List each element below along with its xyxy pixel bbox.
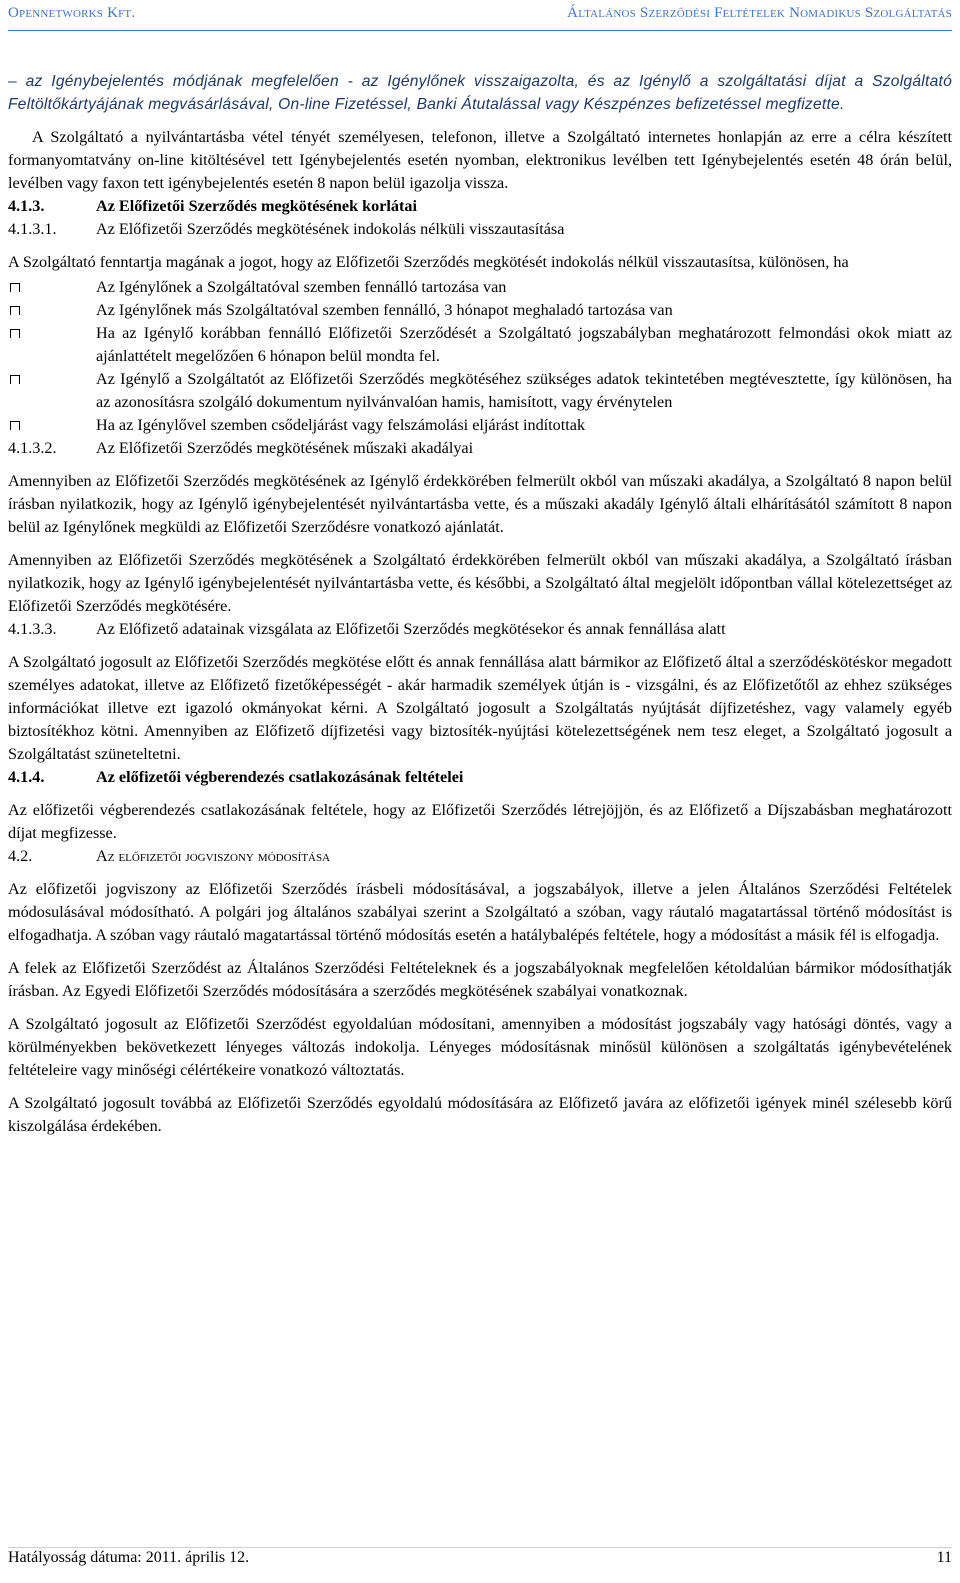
section-4-1-3-heading: [8, 195, 952, 218]
list-item: Ha az Igénylővel szemben csődeljárást vagy felszámolási eljárást indítottak: [8, 414, 952, 437]
section-4-1-3-1-heading: [8, 218, 952, 241]
section-title: Az Előfizetői Szerződés megkötésének korlátai: [96, 197, 417, 215]
section-number: 4.1.3.: [8, 197, 45, 215]
section-4-2-paragraph-4: A Szolgáltató jogosult továbbá az Előfizetői Szerződés egyoldalú módosítására az Előfizető javára az előfizetői igények minél szélesebb körű kiszolgálása érdekében.: [8, 1094, 952, 1135]
section-4-1-3-2-heading: [8, 437, 952, 460]
header-document-title: Általános Szerződési Feltételek Nomadikus Szolgáltatás: [567, 5, 952, 21]
section-4-1-4-paragraph: Az előfizetői végberendezés csatlakozásának feltétele, hogy az Előfizetői Szerződés létrejöjjön, és az Előfizető a Díjszabásban meghatározott díjat megfizesse.: [8, 801, 952, 842]
section-number: 4.1.3.2.: [8, 439, 57, 457]
refusal-reasons-list: [8, 276, 952, 437]
bullet-icon: [10, 329, 20, 338]
section-number: 4.2.: [8, 847, 33, 865]
header-divider: [8, 30, 952, 31]
section-title: Az előfizetői jogviszony módosítása: [96, 847, 331, 865]
header-company: Opennetworks Kft.: [8, 5, 136, 21]
section-4-2-paragraph-3: A Szolgáltató jogosult az Előfizetői Szerződést egyoldalúan módosítani, amennyiben a módosítást jogszabály vagy hatósági döntés, vagy a körülményekben bekövetkezett lényeges változás indokolja. Lényeges módosításnak minősül különösen a szolgáltatás igénybevételének feltételeire vagy minőségi célértékeire vonatkozó változtatás.: [8, 1015, 952, 1079]
effective-date: Hatályosság dátuma: 2011. április 12.: [8, 1549, 250, 1566]
section-4-1-3-2-paragraph-2: Amennyiben az Előfizetői Szerződés megkötésének a Szolgáltató érdekkörében felmerült okból van műszaki akadálya, a Szolgáltató írásban nyilatkozik, hogy az Igénylő igénybejelentését nyilvántartásba vette, és későbbi, a Szolgáltató által megjelölt időpontban vállal kötelezettséget az Előfizetői Szerződés megkötésére.: [8, 551, 952, 615]
page-header: [8, 5, 952, 31]
bullet-icon: [10, 421, 20, 430]
section-4-1-3-2-paragraph-1: Amennyiben az Előfizetői Szerződés megkötésének az Igénylő érdekkörében felmerült okból van műszaki akadálya, a Szolgáltató 8 napon belül írásban nyilatkozik, hogy az Igénylő igénybejelentését nyilvántartásba vette, és a műszaki akadály Igénylő általi elhárításától számított 8 napon belül az Igénylőnek megküldi az Előfizetői Szerződésre vonatkozó ajánlatát.: [8, 472, 952, 536]
footer-divider: [8, 1547, 952, 1548]
bullet-icon: [10, 306, 20, 315]
section-4-2-paragraph-2: A felek az Előfizetői Szerződést az Általános Szerződési Feltételeknek és a jogszabályoknak megfelelően kétoldalúan bármikor módosíthatják írásban. Az Egyedi Előfizetői Szerződés módosítására a szerződés megkötésének szabályai vonatkoznak.: [8, 959, 952, 1000]
section-title: Az Előfizető adatainak vizsgálata az Előfizetői Szerződés megkötésekor és annak fennállása alatt: [96, 620, 726, 638]
section-title: Az Előfizetői Szerződés megkötésének műszaki akadályai: [96, 439, 474, 457]
section-4-1-3-1-paragraph: A Szolgáltató fenntartja magának a jogot, hogy az Előfizetői Szerződés megkötését indokolás nélkül visszautasítsa, különösen, ha: [8, 253, 849, 271]
section-4-1-4-heading: [8, 766, 952, 789]
section-4-2-heading: [8, 845, 952, 868]
section-title: Az előfizetői végberendezés csatlakozásának feltételei: [96, 768, 464, 786]
section-4-2-paragraph-1: Az előfizetői jogviszony az Előfizetői Szerződés írásbeli módosításával, a jogszabályok, illetve a jelen Általános Szerződési Feltételek módosulásával módosítható. A polgári jog általános szabályai szerint a Szolgáltató a szóban, vagy ráutaló magatartással történő módosítást is elfogadhatja. A szóban vagy ráutaló magatartással történő módosítás esetén a hatálybalépés feltétele, hogy a módosítást a másik fél is elfogadja.: [8, 880, 952, 944]
intro-continuation: – az Igénybejelentés módjának megfelelően - az Igénylőnek visszaigazolta, és az Igénylő a szolgáltatási díjat a Szolgáltató Feltöltőkártyájának megvásárlásával, On-line Fizetéssel, Banki Átutalással vagy Készpénzes befizetéssel megfizette.: [8, 73, 952, 113]
section-title: Az Előfizetői Szerződés megkötésének indokolás nélküli visszautasítása: [96, 220, 565, 238]
list-item: Az Igénylő a Szolgáltatót az Előfizetői Szerződés megkötéséhez szükséges adatok tekintetében megtévesztette, így különösen, ha az azonosításra szolgáló dokumentum nyilvánvalóan hamis, hamisított, vagy érvénytelen: [8, 368, 952, 414]
list-item: Az Igénylőnek más Szolgáltatóval szemben fennálló, 3 hónapot meghaladó tartozása van: [8, 299, 952, 322]
section-4-1-3-3-heading: [8, 618, 952, 641]
bullet-icon: [10, 375, 20, 384]
section-number: 4.1.4.: [8, 768, 45, 786]
section-4-1-3-3-paragraph: A Szolgáltató jogosult az Előfizetői Szerződés megkötése előtt és annak fennállása alatt bármikor az Előfizető által a szerződéskötéskor megadott személyes adatokat, illetve az Előfizető fizetőképességét - akár harmadik személyek útján is - vizsgálni, és az Előfizetőtől az ehhez szükséges információkat illetve ezt igazoló okmányokat kérni. A Szolgáltató jogosult a Szolgáltatás nyújtását díjfizetéshez, vagy valamely egyéb biztosítékhoz kötni. Amennyiben az Előfizető díjfizetési vagy biztosíték-nyújtási kötelezettségének nem tesz eleget, a Szolgáltató jogosult a Szolgáltatást szüneteltetni.: [8, 653, 952, 763]
page-number: 11: [936, 1549, 952, 1566]
section-number: 4.1.3.3.: [8, 620, 57, 638]
list-item: Ha az Igénylő korábban fennálló Előfizetői Szerződését a Szolgáltató jogszabályban meghatározott felmondási okok miatt az ajánlattételt megelőzően 6 hónapon belül mondta fel.: [8, 322, 952, 368]
section-number: 4.1.3.1.: [8, 220, 57, 238]
list-item: Az Igénylőnek a Szolgáltatóval szemben fennálló tartozása van: [8, 276, 952, 299]
bullet-icon: [10, 283, 20, 292]
document-body: [8, 70, 952, 1138]
intro-paragraph: A Szolgáltató a nyilvántartásba vétel tényét személyesen, telefonon, illetve a Szolgáltató internetes honlapján az erre a célra készített formanyomtatvány on-line kitöltésével tett Igénybejelentés esetén nyomban, elektronikus levélben tett Igénybejelentés esetén 48 órán belül, levélben vagy faxon tett igénybejelentés esetén 8 napon belül igazolja vissza.: [8, 128, 952, 192]
